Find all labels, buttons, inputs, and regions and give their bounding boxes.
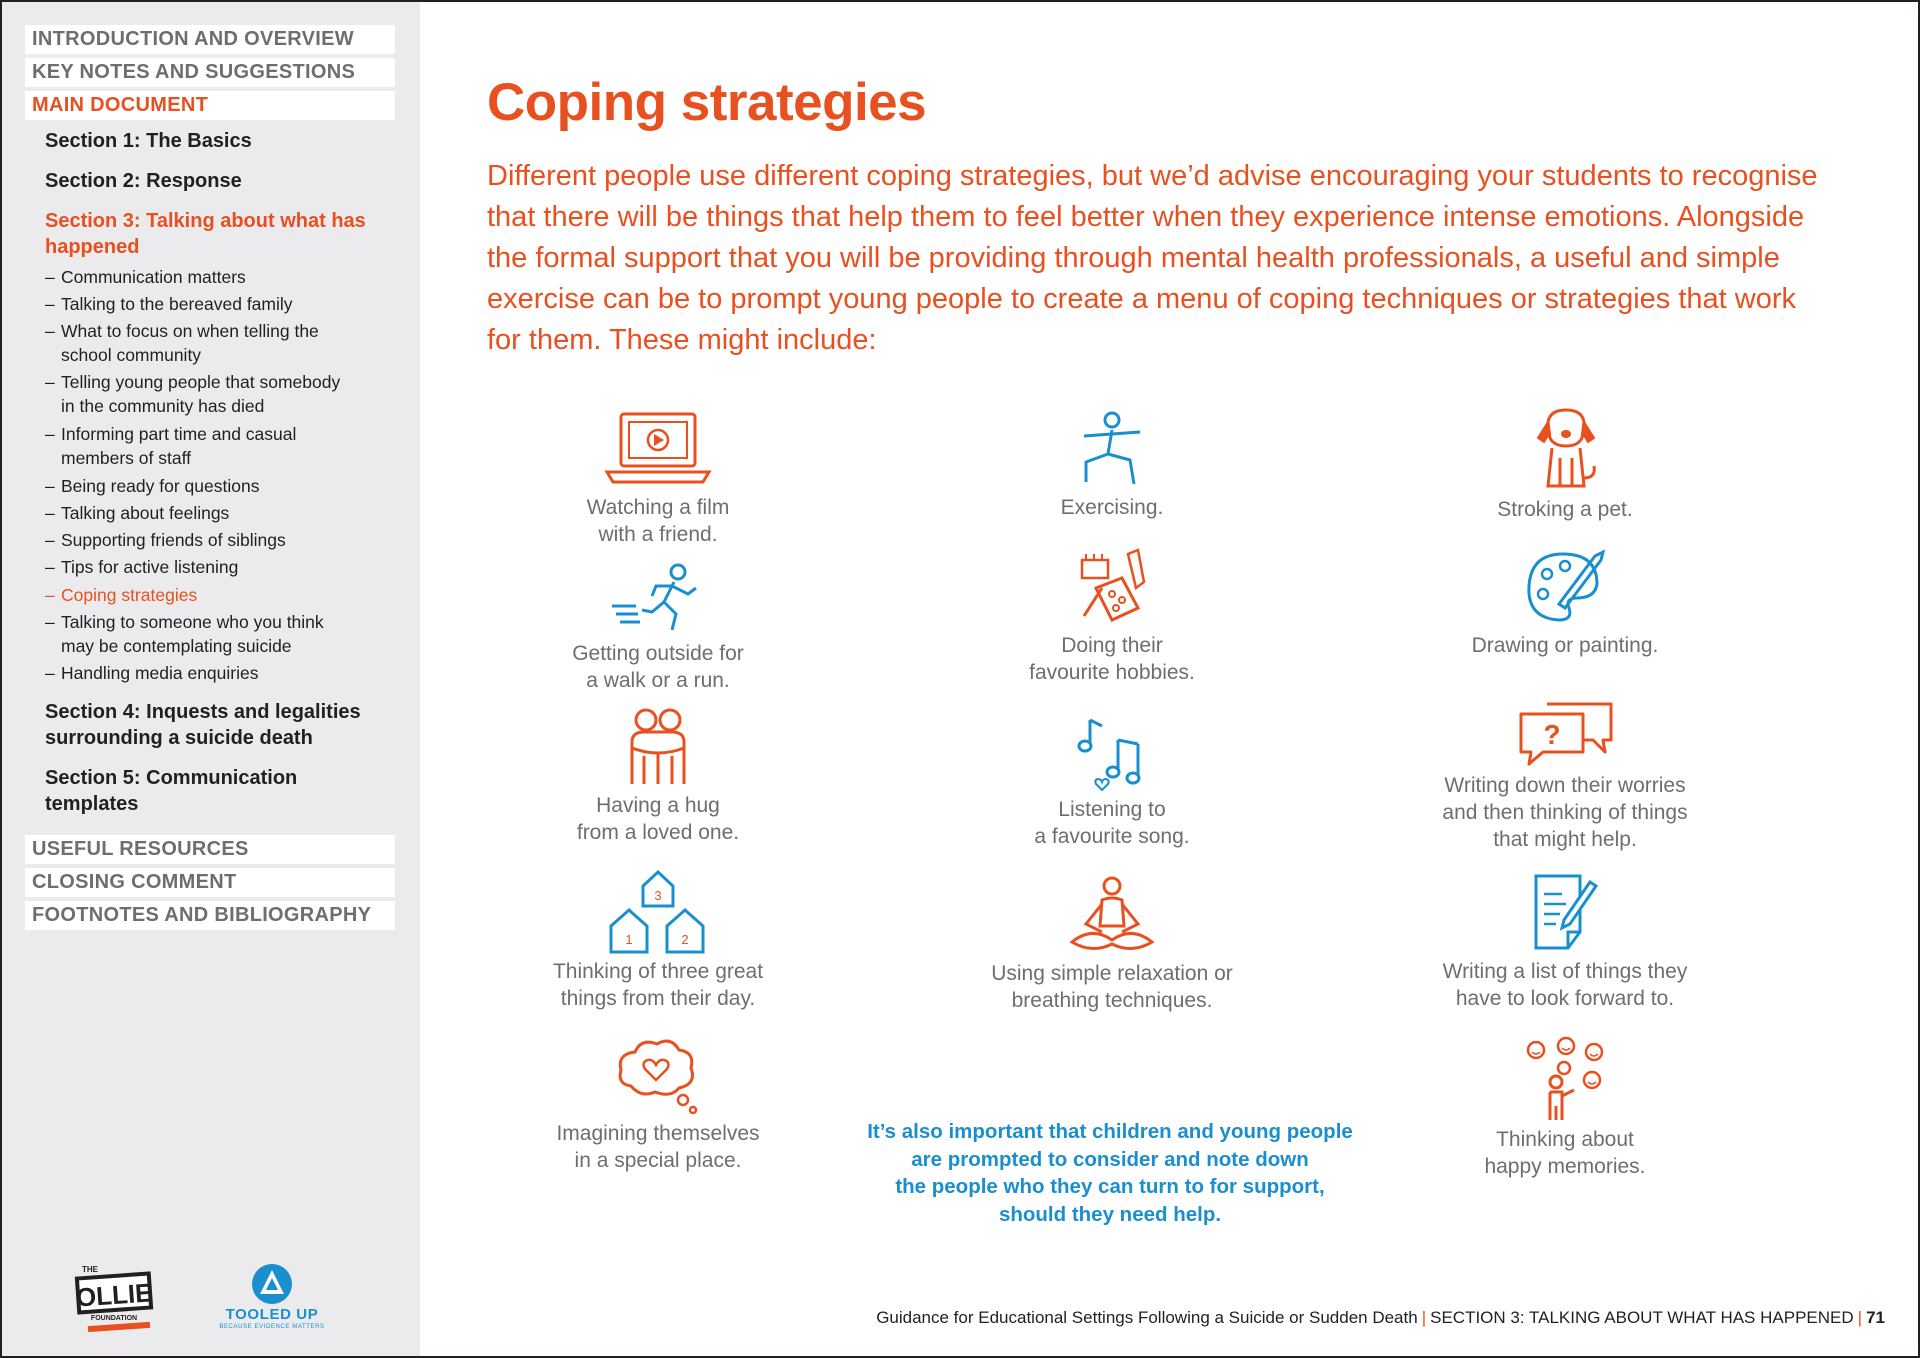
caption-line: Exercising. — [1060, 496, 1164, 519]
caption-drawing — [1395, 632, 1735, 659]
caption-imagine — [488, 1120, 828, 1174]
item-song — [942, 714, 1282, 850]
svg-text:THE: THE — [82, 1265, 98, 1274]
callout-line: the people who they can turn to for support, — [895, 1175, 1325, 1198]
hug-icon — [618, 706, 698, 786]
item-relaxation — [942, 874, 1282, 1014]
sub-label: Tips for active listening — [61, 557, 239, 577]
nav-section-4-line1: Section 4: Inquests and legalities — [45, 701, 361, 723]
happy-memories-icon — [1520, 1036, 1610, 1122]
note-pencil-icon — [1530, 872, 1600, 952]
sub-label: Telling young people that somebody — [61, 372, 341, 392]
nav-sub-focus-school-community[interactable]: – What to focus on when telling the school community — [45, 319, 395, 367]
svg-text:?: ? — [1543, 719, 1561, 750]
nav-footnotes-bibliography[interactable]: FOOTNOTES AND BIBLIOGRAPHY — [25, 901, 395, 930]
callout-line: should they need help. — [998, 1202, 1222, 1226]
caption-line: in a special place. — [574, 1149, 742, 1172]
callout-line: are prompted to consider and note down — [911, 1147, 1309, 1171]
caption-line: Listening to — [1058, 798, 1166, 821]
sub-label: Communication matters — [61, 267, 246, 287]
caption-line: Watching a film — [586, 496, 730, 519]
page-footer — [876, 1308, 1885, 1328]
caption-song — [942, 796, 1282, 850]
house-number-3: 3 — [654, 888, 662, 903]
caption-line: Drawing or painting. — [1471, 634, 1659, 657]
exercise-person-icon — [1072, 410, 1152, 488]
caption-line: Using simple relaxation or — [991, 962, 1233, 985]
running-person-icon — [608, 562, 708, 634]
caption-exercising — [942, 494, 1282, 521]
caption-memories — [1395, 1126, 1735, 1180]
footer-divider: | — [1857, 1308, 1863, 1327]
item-walk-run — [488, 562, 828, 694]
nav-section-2[interactable]: Section 2: Response — [45, 170, 242, 192]
nav-introduction-overview[interactable]: INTRODUCTION AND OVERVIEW — [25, 25, 395, 54]
nav-section-3-line2: happened — [45, 236, 140, 258]
nav-section-1[interactable]: Section 1: The Basics — [45, 130, 252, 152]
nav-section-5[interactable] — [45, 765, 395, 817]
paint-palette-icon — [1523, 548, 1607, 626]
sub-label: Handling media enquiries — [61, 663, 259, 683]
sub-label-2: in the community has died — [61, 396, 265, 416]
three-houses-icon — [603, 868, 713, 956]
meditation-icon — [1062, 874, 1162, 956]
item-three-things — [488, 868, 828, 1012]
thought-cloud-heart-icon — [613, 1036, 703, 1116]
footer-divider: | — [1421, 1308, 1427, 1327]
caption-line: Stroking a pet. — [1497, 498, 1633, 521]
hobbies-icon — [1072, 548, 1152, 626]
nav-sub-telling-young-people[interactable]: – Telling young people that somebody in the community has died — [45, 370, 395, 418]
item-exercising — [942, 410, 1282, 521]
caption-line: Doing their — [1061, 634, 1163, 657]
music-notes-icon — [1072, 714, 1152, 796]
nav-main-document[interactable]: MAIN DOCUMENT — [25, 91, 395, 120]
item-pet — [1395, 408, 1735, 523]
sub-label: Talking about feelings — [61, 503, 230, 523]
tooled-up-logo — [212, 1262, 332, 1334]
sub-label: What to focus on when telling the — [61, 321, 319, 341]
caption-line: a walk or a run. — [586, 669, 730, 692]
tooled-up-wordmark: TOOLED UP — [225, 1306, 319, 1323]
item-memories — [1395, 1036, 1735, 1180]
support-callout — [830, 1118, 1390, 1228]
caption-list — [1395, 958, 1735, 1012]
caption-line: Having a hug — [596, 794, 720, 817]
caption-line: Getting outside for — [572, 642, 744, 665]
svg-text:FOUNDATION: FOUNDATION — [90, 1315, 138, 1322]
sub-label: Informing part time and casual — [61, 424, 297, 444]
item-worries — [1395, 700, 1735, 853]
item-list — [1395, 872, 1735, 1012]
nav-sub-media-enquiries[interactable]: – Handling media enquiries — [45, 663, 259, 683]
caption-line: happy memories. — [1484, 1155, 1646, 1178]
intro-paragraph: Different people use different coping strategies, but we’d advise encouraging your students to recognise that there will be things that help them to feel better when they experience intense emotions. Alongside the formal support that you will be providing through mental health professionals, a useful and simple exercise can be to prompt young people to create a menu of coping techniques or strategies that work for them. These might include: — [487, 160, 1818, 356]
caption-line: Writing a list of things they — [1442, 960, 1688, 983]
sidebar — [0, 0, 420, 1358]
caption-line: things from their day. — [560, 987, 756, 1010]
dog-icon — [1530, 408, 1600, 490]
nav-sub-communication-matters[interactable]: – Communication matters — [45, 267, 246, 287]
caption-line: that might help. — [1493, 828, 1637, 851]
caption-hobbies — [942, 632, 1282, 686]
nav-section-3[interactable] — [45, 208, 395, 260]
caption-line: Thinking of three great — [552, 960, 764, 983]
item-drawing — [1395, 548, 1735, 659]
caption-line: favourite hobbies. — [1029, 661, 1195, 684]
caption-walk-run — [488, 640, 828, 694]
nav-section-4[interactable] — [45, 699, 395, 751]
caption-line: Writing down their worries — [1444, 774, 1686, 797]
callout-line: It’s also important that children and young people — [867, 1120, 1353, 1143]
nav-section-3-line1: Section 3: Talking about what has — [45, 210, 366, 232]
footer-section: SECTION 3: TALKING ABOUT WHAT HAS HAPPENED — [1430, 1308, 1854, 1327]
nav-sub-supporting-friends[interactable]: – Supporting friends of siblings — [45, 530, 286, 550]
nav-sub-ready-questions[interactable]: – Being ready for questions — [45, 476, 260, 496]
house-number-2: 2 — [681, 932, 689, 947]
caption-pet — [1395, 496, 1735, 523]
sub-label: Supporting friends of siblings — [61, 530, 286, 550]
nav-key-notes[interactable]: KEY NOTES AND SUGGESTIONS — [25, 58, 395, 87]
sub-label: Talking to the bereaved family — [61, 294, 293, 314]
item-hobbies — [942, 548, 1282, 686]
nav-useful-resources[interactable]: USEFUL RESOURCES — [25, 835, 395, 864]
caption-relaxation — [942, 960, 1282, 1014]
sub-label-2: school community — [61, 345, 202, 365]
caption-line: a favourite song. — [1034, 825, 1190, 848]
nav-sub-talking-feelings[interactable]: – Talking about feelings — [45, 503, 230, 523]
nav-sub-coping-strategies[interactable]: – Coping strategies — [45, 585, 198, 605]
caption-line: from a loved one. — [576, 821, 740, 844]
item-hug — [488, 706, 828, 846]
nav-sub-contemplating-suicide[interactable]: – Talking to someone who you think may be contemplating suicide — [45, 610, 395, 658]
nav-section-5-line2: templates — [45, 793, 139, 815]
item-watching-film — [488, 410, 828, 548]
caption-line: have to look forward to. — [1455, 987, 1675, 1010]
speech-bubbles-icon — [1515, 700, 1615, 766]
caption-line: Thinking about — [1496, 1128, 1634, 1151]
caption-line: and then thinking of things — [1442, 801, 1688, 824]
sub-label-2: members of staff — [61, 448, 192, 468]
nav-sub-active-listening[interactable]: – Tips for active listening — [45, 557, 239, 577]
item-imagine — [488, 1036, 828, 1174]
page-number: 71 — [1866, 1308, 1885, 1327]
footer-doc-title: Guidance for Educational Settings Following a Suicide or Sudden Death — [876, 1308, 1418, 1327]
sub-label: Talking to someone who you think — [61, 612, 324, 632]
ollie-foundation-logo — [70, 1262, 162, 1334]
caption-line: Imagining themselves — [556, 1122, 760, 1145]
sub-label: Coping strategies — [61, 585, 198, 605]
caption-worries — [1395, 772, 1735, 853]
nav-sub-bereaved-family[interactable]: – Talking to the bereaved family — [45, 294, 293, 314]
house-number-1: 1 — [625, 932, 633, 947]
laptop-film-icon — [603, 410, 713, 488]
caption-line: with a friend. — [598, 523, 718, 546]
nav-section-5-line1: Section 5: Communication — [45, 767, 298, 789]
nav-closing-comment[interactable]: CLOSING COMMENT — [25, 868, 395, 897]
caption-three-things — [488, 958, 828, 1012]
caption-watching-film — [488, 494, 828, 548]
caption-line: breathing techniques. — [1011, 989, 1213, 1012]
nav-sub-informing-staff[interactable]: – Informing part time and casual members of staff — [45, 422, 395, 470]
sub-label-2: may be contemplating suicide — [61, 636, 292, 656]
nav-section-4-line2: surrounding a suicide death — [45, 727, 313, 749]
caption-hug — [488, 792, 828, 846]
svg-text:OLLIE: OLLIE — [74, 1277, 154, 1313]
tooled-up-tagline: BECAUSE EVIDENCE MATTERS — [219, 1324, 325, 1330]
page-title: Coping strategies — [487, 73, 927, 132]
sub-label: Being ready for questions — [61, 476, 260, 496]
